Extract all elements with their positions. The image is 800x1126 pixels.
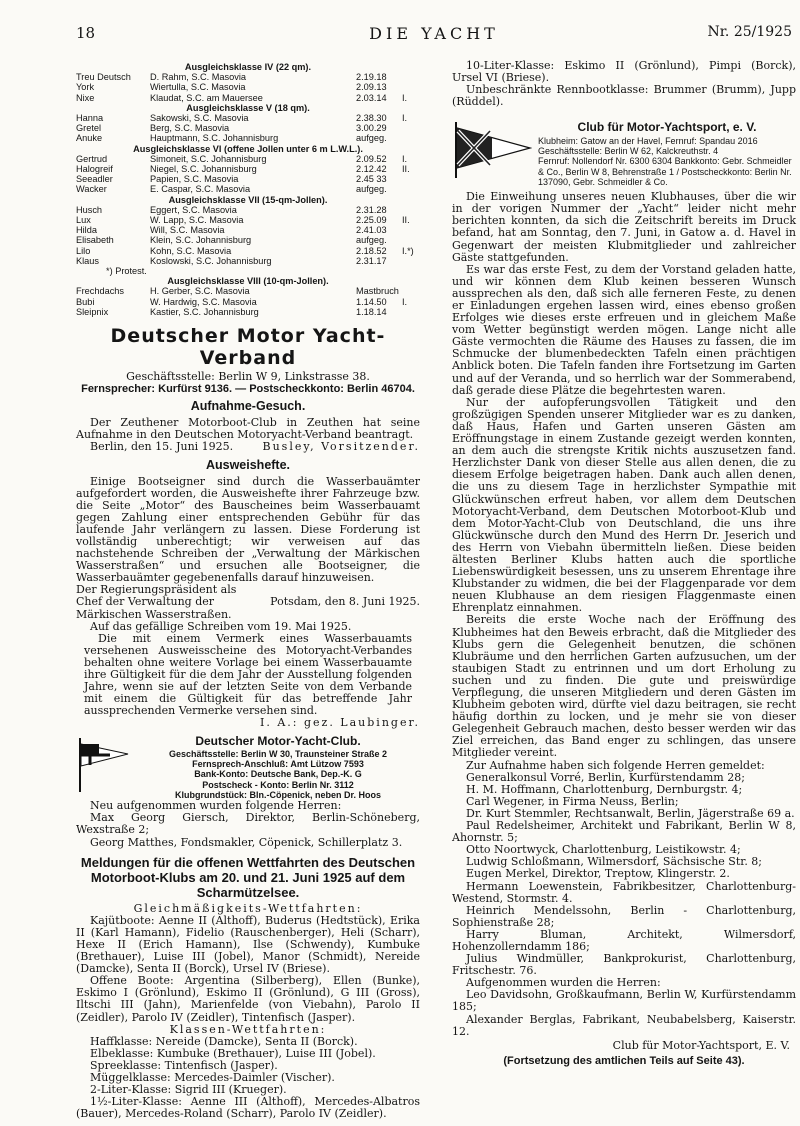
result-row (76, 256, 420, 266)
cfm-line: Geschäftsstelle: Berlin W 62, Kalckreuthstr. 4 (538, 145, 719, 156)
dmyc-line: Bank-Konto: Deutsche Bank, Dep.-K. G (194, 769, 362, 780)
result-row (76, 123, 420, 133)
place: I. (402, 153, 408, 164)
race-time: aufgeg. (356, 235, 387, 246)
boat-name: Nixe (76, 92, 95, 103)
owner-club: Kastier, S.C. Johannisburg (150, 306, 259, 317)
boat-name: Elisabeth (76, 235, 114, 246)
owner-club: Kohn, S.C. Masovia (150, 245, 232, 256)
result-row (76, 164, 420, 174)
owner-club: D. Rahm, S.C. Masovia (150, 72, 246, 83)
cfm-info (538, 122, 796, 187)
owner-club: W. Hardwig, S.C. Masovia (150, 296, 257, 307)
member-entry: Dr. Kurt Stemmler, Rechtsanwalt, Berlin, Jägerstraße 69 a. (466, 806, 795, 820)
owner-club: Klaudat, S.C. am Mauersee (150, 92, 263, 103)
gleich-subheading: Gleichmäßigkeits-Wettfahrten: (133, 901, 363, 915)
owner-club: E. Caspar, S.C. Masovia (150, 184, 251, 195)
place (402, 72, 420, 82)
klassen-subheading: Klassen-Wettfahrten: (169, 1022, 327, 1036)
result-row (76, 215, 420, 225)
aufnahme-signer: Busley, Vorsitzender. (262, 440, 420, 454)
race-time: 2.41.03 (356, 225, 387, 236)
race-time: aufgeg. (356, 133, 387, 144)
race-time: 2.31.28 (356, 204, 387, 215)
boat-name: Lilo (76, 245, 91, 256)
owner-club: Sakowski, S.C. Masovia (150, 113, 249, 124)
ausweis-from-3: Märkischen Wasserstraßen. (76, 607, 232, 621)
dmyv-phone: Fernsprecher: Kurfürst 9136. — Postscheckkonto: Berlin 46704. (81, 383, 415, 396)
member-entry: Paul Redelsheimer, Architekt und Fabrikant, Berlin W 8, Ahornstr. 5; (452, 819, 796, 845)
ausweis-from-place (76, 596, 420, 608)
class-title: Ausgleichsklasse VI (offene Jollen unter 6 m L.W.L.). (133, 143, 363, 154)
race-time: 2.09.52 (356, 153, 387, 164)
race-time: 1.14.50 (356, 296, 387, 307)
class-entry: Spreeklasse: Tintenfisch (Jasper). (90, 1058, 278, 1072)
owner-club: Wiertulla, S.C. Masovia (150, 82, 246, 93)
class-title: Ausgleichsklasse IV (22 qm). (184, 62, 312, 72)
place: II. (402, 164, 410, 175)
place (402, 256, 420, 266)
place (402, 286, 420, 296)
member-entry: Ludwig Schloßmann, Wilmersdorf, Sächsische Str. 8; (466, 855, 763, 869)
ausweis-from-1: Der Regierungspräsident als (76, 583, 237, 597)
member-entry: Heinrich Mendelssohn, Berlin - Charlottenburg, Sophienstraße 28; (452, 903, 796, 929)
boat-name: Gretel (76, 123, 102, 134)
member-entry: Julius Windmüller, Bankprokurist, Charlottenburg, Fritschestr. 76. (452, 952, 796, 978)
race-time: 3.00.29 (356, 123, 387, 134)
class-title: Ausgleichsklasse VII (15-qm-Jollen). (168, 194, 328, 205)
ausweis-from-2: Chef der Verwaltung der (76, 595, 215, 609)
owner-club: Eggert, S.C. Masovia (150, 204, 237, 215)
aufnahme-signature-line (76, 441, 420, 453)
ausweis-heading: Ausweishefte. (205, 457, 291, 472)
member-entry: Hermann Loewenstein, Fabrikbesitzer, Charlottenburg-Westend, Stormstr. 4. (452, 879, 796, 905)
class-entry: 10-Liter-Klasse: Eskimo II (Grönlund), Pimpi (Borck), Ursel VI (Briese). (452, 59, 796, 85)
magazine-title: DIE YACHT (369, 24, 499, 43)
boat-name: Bubi (76, 296, 95, 307)
dmyc-member: Georg Matthes, Fondsmakler, Cöpenick, Schillerplatz 3. (90, 835, 403, 849)
offene-boote-entries: Offene Boote: Argentina (Silberberg), Ellen (Bunke), Eskimo I (Grönlund), Eskimo II (Grönlund), G III (Gross), Iltschi III (Jahn), Marienfelde (von Viebahn), Parolo II (Zeidler), Parolo IV (Zeidler), Tintenfisch (Jasper). (76, 974, 420, 1024)
race-time: aufgeg. (356, 184, 387, 195)
boat-name: York (76, 82, 95, 93)
member-entry: Otto Noortwyck, Charlottenburg, Leistikowstr. 4; (466, 843, 741, 857)
place: I. (402, 92, 408, 103)
member-entry: Leo Davidsohn, Großkaufmann, Berlin W, Kurfürstendamm 185; (452, 988, 796, 1014)
owner-club: Koslowski, S.C. Johannisburg (150, 255, 272, 266)
right-column (452, 60, 796, 1067)
class-title: Ausgleichsklasse V (18 qm). (186, 102, 310, 113)
class-entry: Müggelklasse: Mercedes-Daimler (Vischer). (90, 1070, 335, 1084)
race-time: 2.38.30 (356, 113, 387, 124)
member-entry: H. M. Hoffmann, Charlottenburg, Dernburgstr. 4; (466, 782, 743, 796)
race-time: 2.18.52 (356, 245, 387, 256)
race-time: 1.18.14 (356, 306, 387, 317)
member-entry: Alexander Berglas, Fabrikant, Neubabelsberg, Kaiserstr. 12. (452, 1012, 796, 1038)
cfm-signature: Club für Motor-Yachtsport, E. V. (612, 1038, 790, 1052)
ausweis-signature: I. A.: gez. Laubinger. (259, 716, 420, 730)
boat-name: Halogreif (76, 164, 113, 175)
cfm-paragraph: Es war das erste Fest, zu dem der Vorstand geladen hatte, und wir können dem Klub keinen besseren Wunsch aussprechen als den, daß sich alle ferneren Feste, zu denen er Einladungen ergehen lassen wird, eines ebenso großen Erfolges wie dieses erste erfreuen und in gleichem Maße vom Wetter begünstigt werden mögen. Lange nicht alle Gäste vermochten die Räume des Hauses zu fassen, die im Schmucke der blumenbedeckten Tafeln einen prächtigen Anblick boten. Die Tafeln fanden ihre Fortsetzung im Garten und auf der Veranda, und so herrlich war der Sommerabend, daß gerade diese Plätze die begehrtesten waren. (452, 262, 796, 397)
cfm-paragraph: Bereits die erste Woche nach der Eröffnung des Klubheimes hat den Beweis erbracht, daß die Mitglieder des Klubs gern die Gelegenheit benutzen, die schönen Klubräume und den herrlichen Garten aufzusuchen, um der staubigen Stadt zu entrinnen und um dort Erholung zu suchen und zu finden. Die gute und preiswürdige Verpflegung, die unseren Mitgliedern und deren Gästen im Klubheim geboten wird, dürfte viel dazu beitragen, sie recht häufig dorthin zu locken, und je mehr sie von dieser Gelegenheit Gebrauch machen, desto besser werden wir das Ziel erreichen, das Band enger zu schlingen, das unsere Mitglieder vereint. (452, 613, 796, 760)
owner-club: Berg, S.C. Masovia (150, 123, 230, 134)
race-time: 2.09.13 (356, 82, 387, 93)
place: I.*) (402, 245, 414, 256)
race-time: 2.19.18 (356, 72, 387, 83)
place (402, 205, 420, 215)
place (402, 307, 420, 317)
dmyc-line: Geschäftsstelle: Berlin W 30, Traunsteiner Straße 2 (168, 748, 388, 759)
dmyc-intro: Neu aufgenommen wurden folgende Herren: (90, 799, 342, 813)
result-row (76, 205, 420, 215)
owner-club: Papien, S.C. Masovia (150, 174, 239, 185)
place (402, 184, 420, 194)
accepted-list (452, 989, 796, 1037)
ausweis-paragraph-1: Einige Bootseigner sind durch die Wasserbauämter aufgefordert worden, die Ausweishefte ihrer Fahrzeuge bzw. die Seite „Motor“ des Bauscheines beim Wasserbauamt gegen Zahlung einer entsprechenden Gebühr für das laufende Jahr verlängern zu lassen. Diese Forderung ist vollständig unberechtigt; wir verweisen auf das nachstehende Schreiben der „Verwaltung der Märkischen Wasserstraßen“ und ersuchen alle Bootseigner, die Wasserbauämter gegebenenfalls darauf hinzuweisen. (76, 474, 420, 585)
dmyc-block (76, 733, 420, 801)
dmyc-member: Max Georg Giersch, Direktor, Berlin-Schöneberg, Wexstraße 2; (76, 811, 420, 837)
place (402, 82, 420, 92)
class-entry: Unbeschränkte Rennbootklasse: Brummer (Brumm), Jupp (Rüddel). (452, 83, 796, 109)
dmyc-line: Postscheck - Konto: Berlin Nr. 3112 (202, 779, 354, 790)
accepted-intro: Aufgenommen wurden die Herren: (466, 976, 661, 990)
boat-name: Seeadler (76, 174, 113, 185)
dmyc-info (136, 733, 420, 801)
place (402, 174, 420, 184)
race-time: 2.45 33 (356, 174, 387, 185)
cfm-line: Fernruf: Nollendorf Nr. 6300 6304 Bankkonto: Gebr. Schmeidler & Co., Berlin W 8, Behrenstraße 1 / Postscheckkonto: Berlin Nr. 137090, Gebr. Schmeidler & Co. (538, 156, 792, 187)
issue-number: Nr. 25/1925 (707, 24, 792, 40)
boat-name: Klaus (76, 255, 99, 266)
applicant-list (452, 772, 796, 978)
place: II. (402, 215, 410, 226)
race-results-table (76, 62, 420, 317)
member-entry: Carl Wegener, in Firma Neuss, Berlin; (466, 794, 679, 808)
aufnahme-heading: Aufnahme-Gesuch. (190, 399, 306, 414)
boat-name: Husch (76, 204, 103, 215)
race-time: 2.03.14 (356, 92, 387, 103)
boat-name: Frechdachs (76, 286, 125, 297)
dmyc-line: Klubgrundstück: Bln.-Cöpenick, neben Dr. Hoos (174, 790, 381, 800)
dmyv-office: Geschäftsstelle: Berlin W 9, Linkstrasse 38. (126, 370, 370, 384)
boat-name: Hanna (76, 113, 104, 124)
result-row (76, 297, 420, 307)
class-entry: Elbeklasse: Kumbuke (Brethauer), Luise III (Jobel). (90, 1046, 376, 1060)
class-entry: 2-Liter-Klasse: Sigrid III (Krueger). (90, 1083, 287, 1097)
result-row (76, 235, 420, 245)
owner-club: Klein, S.C. Johannisburg (150, 235, 252, 246)
left-column (76, 62, 420, 1120)
aufnahme-text: Der Zeuthener Motorboot-Club in Zeuthen hat seine Aufnahme in den Deutschen Motoryacht-Verband beantragt. (76, 416, 420, 442)
cfm-paragraph: Nur der aufopferungsvollen Tätigkeit und den großzügigen Spenden unserer Mitglieder war es zu danken, daß Haus, Hafen und Garten unseren Gästen am Eröffnungstage in einem Zustande gezeigt werden konnten, an dem auch die strengste Kritik nichts auszusetzen fand. Herzlichster Dank von dieser Stelle aus allen denen, die zu diesem Erfolge beigetragen haben. Dank auch allen denen, die uns zu diesem Tage in herzlichster Sympathie mit Glückwünschen erfreut haben, vor allem dem Deutschen Motoryacht-Verband, dem Deutschen Motorboot-Klub und dem Motor-Yacht-Club von Deutschland, die uns ihre Glückwünsche durch den Mund des Herrn Dr. Jeserich und des Herrn von Viebahn übermitteln ließen. Diese beiden ältesten Berliner Klubs hatten auch die sportliche Liebenswürdigkeit besessen, uns zu unserem Ehrentage ihre Klubstander zu widmen, die bei der Flaggenparade vor dem neuen Klubhause an dem riesigen Flaggenmaste einen Ehrenplatz einnahmen. (452, 395, 796, 615)
aufnahme-date: Berlin, den 15. Juni 1925. (90, 440, 234, 454)
place (402, 133, 420, 143)
place (402, 235, 420, 245)
class-entry: Haffklasse: Nereide (Damcke), Senta II (Borck). (90, 1034, 358, 1048)
member-entry: Generalkonsul Vorré, Berlin, Kurfürstendamm 28; (466, 770, 745, 784)
cfm-burgee-icon (452, 122, 532, 178)
race-time: Mastbruch (356, 286, 399, 297)
page-header (76, 24, 792, 48)
cfm-block (452, 122, 796, 187)
place (402, 123, 420, 133)
boat-name: Sleipnix (76, 306, 109, 317)
cfm-line: Klubheim: Gatow an der Havel, Fernruf: Spandau 2016 (538, 135, 758, 146)
dmyc-burgee-icon (76, 736, 130, 792)
dmyv-title: Deutscher Motor Yacht-Verband (110, 325, 386, 370)
cfm-name: Club für Motor-Yachtsport, e. V. (577, 120, 757, 135)
boat-name: Lux (76, 215, 91, 226)
boat-name: Gertrud (76, 153, 108, 164)
result-row (76, 225, 420, 235)
page-number: 18 (76, 24, 96, 42)
result-row (76, 246, 420, 256)
cfm-paragraph: Die Einweihung unseres neuen Klubhauses, über die wir in der vorigen Nummer der „Yacht“ leider nicht mehr berichten konnten, da sich die Zeitschrift bereits im Druck befand, hat am Sonntag, den 7. Juni, in Gatow a. d. Havel in Gegenwart der meisten Klubmitglieder und zahlreicher Gäste stattgefunden. (452, 190, 796, 264)
boat-name: Wacker (76, 184, 107, 195)
dmyc-name: Deutscher Motor-Yacht-Club. (195, 733, 361, 748)
owner-club: H. Gerber, S.C. Masovia (150, 286, 250, 297)
class-entry: 1½-Liter-Klasse: Aenne III (Althoff), Mercedes-Albatros (Bauer), Mercedes-Roland (Scharr), Parolo IV (Zeidler). (76, 1095, 420, 1121)
place (402, 225, 420, 235)
ausweis-paragraph-3: Die mit einem Vermerk eines Wasserbauamts versehenen Ausweisscheine des Motoryacht-Verbandes behalten ohne weitere Vorlage bei einem Wasserbauamte ihre Gültigkeit für die dem Jahr der Ausstellung folgenden Jahre, wenn sie auf der letzten Seite von dem Verbande mit einem die Gültigkeit für das betreffende Jahr aussprechenden Vermerke versehen sind. (84, 631, 412, 718)
dmyc-line: Fernsprech-Anschluß: Amt Lützow 7593 (192, 759, 364, 770)
members-intro: Zur Aufnahme haben sich folgende Herren gemeldet: (466, 758, 765, 772)
class-title: Ausgleichsklasse VIII (10-qm-Jollen). (167, 276, 329, 287)
boat-name: Hilda (76, 225, 97, 236)
continued-note: (Fortsetzung des amtlichen Teils auf Seite 43). (503, 1054, 745, 1067)
result-row (76, 154, 420, 164)
owner-club: Will, S.C. Masovia (150, 225, 225, 236)
result-row (76, 286, 420, 296)
result-row (76, 307, 420, 317)
race-time: 2.12.42 (356, 164, 387, 175)
owner-club: Simoneit, S.C. Johannisburg (150, 153, 267, 164)
meldungen-heading: Meldungen für die offenen Wettfahrten des Deutschen Motorboot-Klubs am 20. und 21. Juni 1925 auf dem Scharmützelsee. (80, 854, 416, 900)
ausweis-paragraph-2: Auf das gefällige Schreiben vom 19. Mai 1925. (90, 619, 352, 633)
result-row (76, 184, 420, 194)
owner-club: Hauptmann, S.C. Johannisburg (150, 133, 279, 144)
result-row (76, 82, 420, 92)
kajuetboote-entries: Kajütboote: Aenne II (Althoff), Buderus (Hedtstück), Erika II (Karl Hamann), Fidelio (Rauschenberger), Heli (Scharr), Hexe II (Erich Hamann), Ilse (Schwendy), Kumbuke (Brethauer), Luise III (Jobel), Manor (Schmidt), Nereide (Damcke), Senta II (Borck), Ursel IV (Briese). (76, 913, 420, 976)
owner-club: Niegel, S.C. Johannisburg (150, 164, 257, 175)
protest-note: *) Protest. (106, 266, 147, 277)
owner-club: W. Lapp, S.C. Masovia (150, 215, 244, 226)
place: I. (402, 113, 408, 124)
result-row (76, 174, 420, 184)
boat-name: Anuke (76, 133, 103, 144)
result-row (76, 133, 420, 143)
race-time: 2.31.17 (356, 255, 387, 266)
place: I. (402, 296, 408, 307)
member-entry: Harry Bluman, Architekt, Wilmersdorf, Hohenzollerndamm 186; (452, 927, 796, 953)
member-entry: Eugen Merkel, Direktor, Treptow, Klingerstr. 2. (466, 867, 730, 881)
boat-name: Treu Deutsch (76, 72, 131, 83)
result-row (76, 113, 420, 123)
race-time: 2.25.09 (356, 215, 387, 226)
ausweis-place-date: Potsdam, den 8. Juni 1925. (270, 595, 420, 609)
result-row (76, 93, 420, 103)
result-row (76, 72, 420, 82)
